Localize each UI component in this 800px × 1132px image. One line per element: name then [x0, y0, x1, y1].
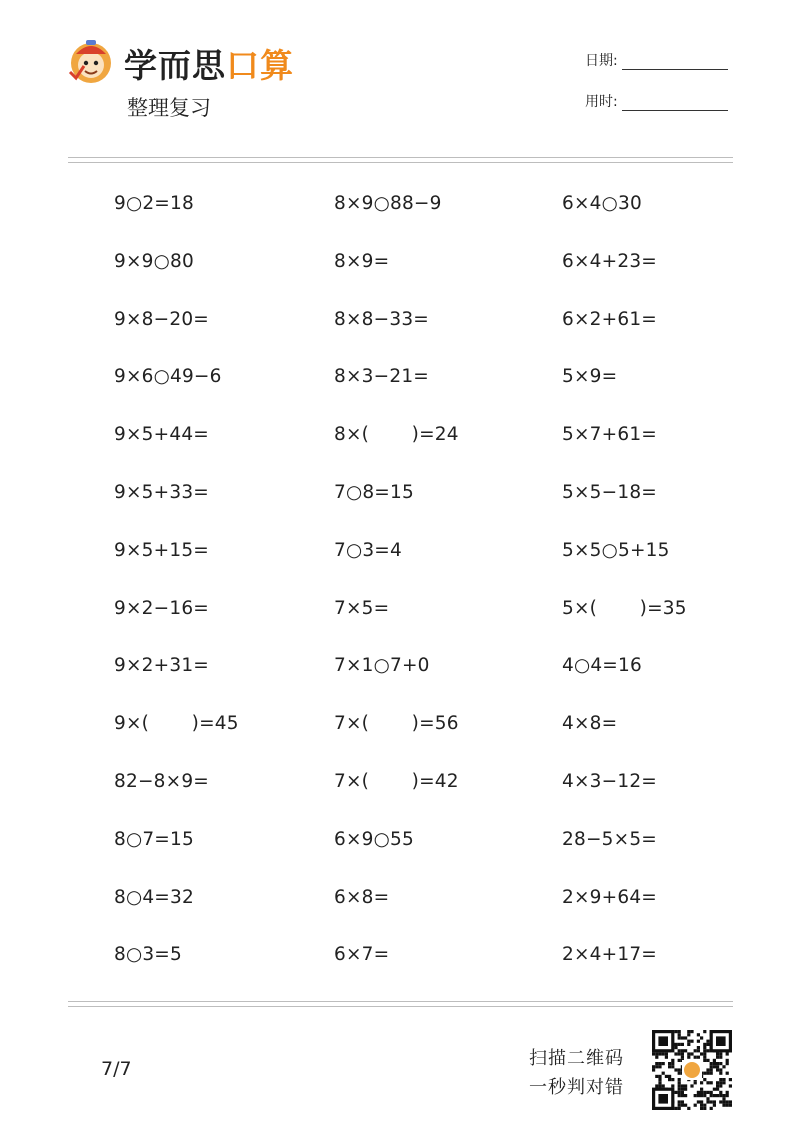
problem-item[interactable]: 9×5+33=	[114, 482, 209, 503]
problem-item[interactable]: 4×3−12=	[562, 771, 657, 792]
problem-item[interactable]: 5×( )=35	[562, 597, 687, 619]
problem-item[interactable]: 4×8=	[562, 713, 618, 735]
problem-item[interactable]: 82−8×9=	[114, 771, 209, 792]
divider-bottom-2	[68, 1006, 733, 1007]
problem-item[interactable]: 6×4+23=	[562, 250, 657, 272]
divider-top-2	[68, 162, 733, 163]
brand-accent: 口算	[226, 46, 294, 85]
problem-item[interactable]: 4○4=16	[562, 655, 642, 677]
problem-item[interactable]: 7×5=	[334, 597, 390, 619]
problem-item[interactable]: 2×4+17=	[562, 944, 657, 966]
qr-code-icon[interactable]	[652, 1030, 732, 1110]
problem-item[interactable]: 8×8−33=	[334, 308, 429, 330]
date-field[interactable]	[585, 50, 728, 70]
problem-item[interactable]: 28−5×5=	[562, 828, 657, 850]
problem-item[interactable]: 9×5+44=	[114, 424, 209, 446]
time-field[interactable]	[585, 91, 728, 111]
problem-item[interactable]: 8×( )=24	[334, 424, 459, 446]
time-blank[interactable]	[622, 96, 728, 111]
problem-item[interactable]: 2×9+64=	[562, 886, 657, 908]
problem-item[interactable]: 7○8=15	[334, 482, 414, 503]
problem-item[interactable]: 8×3−21=	[334, 366, 429, 388]
scan-instruction-line1: 扫描二维码	[529, 1048, 624, 1069]
problem-item[interactable]: 7×( )=42	[334, 771, 459, 792]
brand-main: 学而思	[124, 46, 226, 85]
problem-item[interactable]: 5×7+61=	[562, 424, 657, 446]
problem-item[interactable]: 6×7=	[334, 944, 390, 966]
problem-item[interactable]: 9×2−16=	[114, 597, 209, 619]
problem-item[interactable]: 9○2=18	[114, 193, 194, 214]
monkey-logo-icon	[66, 36, 116, 86]
date-label: 日期:	[585, 53, 618, 69]
problem-item[interactable]: 6×4○30	[562, 193, 642, 214]
problem-item[interactable]: 8○7=15	[114, 828, 194, 850]
date-blank[interactable]	[622, 55, 728, 70]
page-title: 整理复习	[127, 96, 211, 120]
page-number: 7/7	[101, 1058, 132, 1080]
problem-item[interactable]: 7×1○7+0	[334, 655, 430, 677]
problem-item[interactable]: 6×2+61=	[562, 308, 657, 330]
problem-item[interactable]: 5×5○5+15	[562, 539, 670, 561]
problem-item[interactable]: 5×9=	[562, 366, 618, 388]
problem-item[interactable]: 7×( )=56	[334, 713, 459, 735]
problem-item[interactable]: 8○4=32	[114, 886, 194, 908]
problem-item[interactable]: 7○3=4	[334, 539, 402, 561]
divider-bottom-1	[68, 1001, 733, 1002]
problem-item[interactable]: 9×2+31=	[114, 655, 209, 677]
problem-item[interactable]: 8×9○88−9	[334, 193, 442, 214]
problem-item[interactable]: 9×9○80	[114, 250, 194, 272]
problem-item[interactable]: 9×8−20=	[114, 308, 209, 330]
problem-item[interactable]: 8○3=5	[114, 944, 182, 966]
brand-title	[124, 40, 294, 87]
problem-item[interactable]: 8×9=	[334, 250, 390, 272]
problem-item[interactable]: 6×9○55	[334, 828, 414, 850]
time-label: 用时:	[585, 94, 618, 110]
problem-item[interactable]: 9×( )=45	[114, 713, 239, 735]
problem-item[interactable]: 5×5−18=	[562, 482, 657, 503]
problem-item[interactable]: 6×8=	[334, 886, 390, 908]
problem-item[interactable]: 9×5+15=	[114, 539, 209, 561]
problem-item[interactable]: 9×6○49−6	[114, 366, 222, 388]
divider-top-1	[68, 157, 733, 158]
scan-instruction-line2: 一秒判对错	[529, 1077, 624, 1098]
